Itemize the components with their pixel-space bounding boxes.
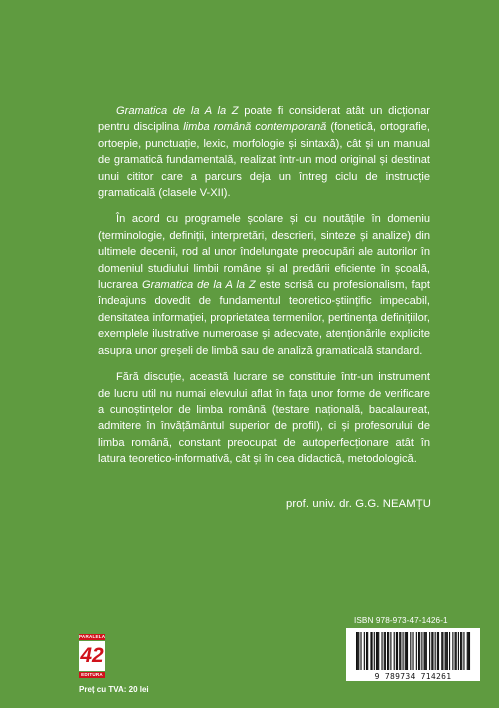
barcode-bar (406, 632, 407, 670)
barcode-bar (446, 632, 447, 670)
barcode-bar (356, 632, 357, 670)
barcode-bar (452, 632, 453, 670)
barcode-bar (390, 632, 391, 670)
barcode-bar (377, 632, 378, 670)
blurb-text (98, 103, 430, 478)
barcode-bar (429, 632, 430, 670)
barcode-bar (419, 632, 420, 670)
book-title-italic: Gramatica de la A la Z (116, 105, 239, 117)
barcode-bar (412, 632, 413, 670)
barcode-bar (407, 632, 408, 670)
barcode-bar (367, 632, 368, 670)
book-title-italic: Gramatica de la A la Z (142, 279, 256, 292)
barcode-bar (431, 632, 432, 670)
isbn-label: ISBN 978-973-47-1426-1 (354, 616, 448, 625)
barcode-bar (388, 632, 389, 670)
barcode-bar (467, 632, 468, 670)
barcode-bar (445, 632, 446, 670)
barcode-bar (378, 632, 379, 670)
barcode-bar (400, 632, 401, 670)
barcode-bar (358, 632, 359, 670)
barcode-bar (372, 632, 373, 670)
barcode-bar (370, 632, 371, 670)
barcode-bar (366, 632, 367, 670)
barcode-bar (410, 632, 411, 670)
barcode-number: 9 789734 714261 (346, 672, 480, 681)
barcode-bar (442, 632, 443, 670)
barcode-bar (435, 632, 436, 670)
barcode-bar (360, 632, 361, 670)
barcode-bar (381, 632, 382, 670)
barcode-bar (357, 632, 358, 670)
barcode-bar (397, 632, 398, 670)
logo-top-text: PARALELA (79, 634, 106, 639)
barcode-bar (432, 632, 433, 670)
barcode-bars (346, 628, 480, 672)
barcode-bar (463, 632, 464, 670)
barcode-bar (447, 632, 448, 670)
subject-italic: limba română contemporană (183, 121, 327, 134)
barcode-bar (421, 632, 422, 670)
barcode-bar (456, 632, 457, 670)
barcode-bar (449, 632, 450, 670)
price-label: Preț cu TVA: 20 lei (79, 685, 149, 694)
barcode-bar (458, 632, 459, 670)
barcode-bar (418, 632, 419, 670)
barcode-bar (437, 632, 438, 670)
logo-number: 42 (79, 641, 105, 671)
barcode-bar (384, 632, 385, 670)
barcode-bar (469, 632, 470, 670)
author-signature: prof. univ. dr. G.G. NEAMȚU (286, 498, 431, 510)
barcode-bar (455, 632, 456, 670)
barcode-bar (402, 632, 403, 670)
barcode-bar (424, 632, 425, 670)
logo-bottom-text: EDITURA (79, 672, 105, 678)
barcode-bar (405, 632, 406, 670)
barcode-bar (468, 632, 469, 670)
publisher-logo (79, 634, 105, 678)
barcode-bar (374, 632, 375, 670)
barcode-bar (399, 632, 400, 670)
barcode-bar (385, 632, 386, 670)
barcode-bar (376, 632, 377, 670)
barcode-bar (387, 632, 388, 670)
barcode-bar (460, 632, 461, 670)
barcode-bar (394, 632, 395, 670)
barcode-bar (438, 632, 439, 670)
barcode-bar (416, 632, 417, 670)
paragraph-2: În acord cu programele școlare și cu noutățile în domeniu (terminologie, definiții, interpretări, descrieri, sinteze și analize) din ultimele decenii, rod al unor îndelungate preocupări ale autorilor în domeniul studiului limbii române și al predării eficiente în școală, lucrarea Gramatica de la A la Z este scrisă cu profesionalism, fapt îndeajuns dovedit de fundamentul teoretico-științific impecabil, densitatea informației, proprietatea termenilor, pertinența definițiilor, exemplele ilustrative numeroase și adecvate, atenționările explicite asupra unor greșeli de limbă sau de analiză gramaticală standard. (98, 213, 430, 357)
barcode-bar (441, 632, 442, 670)
barcode-bar (396, 632, 397, 670)
barcode-bar (426, 632, 427, 670)
paragraph-3: Fără discuție, această lucrare se constituie într-un instrument de lucru util nu numai elevului aflat în fața unor forme de verificare a cunoștințelor de limba română (testare națională, bacalaureat, admitere în învățământul superior de profil), ci și profesorului de limba română, constant preocupat de autoperfecționare atât în latura teoretico-informativă, cât și în cea didactică, metodologică. (98, 371, 430, 466)
paragraph-1: Gramatica de la A la Z poate fi considerat atât un dicționar pentru disciplina limba română contemporană (fonetică, ortografie, ortoepie, punctuație, lexic, morfologie și sintaxă), cât și un manual de gramatică fundamentală, realizat într-un mod original și destinat unui cititor care a parcurs deja un întreg ciclu de instrucție gramaticală (clasele V-XII). (98, 105, 431, 200)
barcode-bar (461, 632, 462, 670)
barcode-bar (364, 632, 365, 670)
barcode-bar (425, 632, 426, 670)
